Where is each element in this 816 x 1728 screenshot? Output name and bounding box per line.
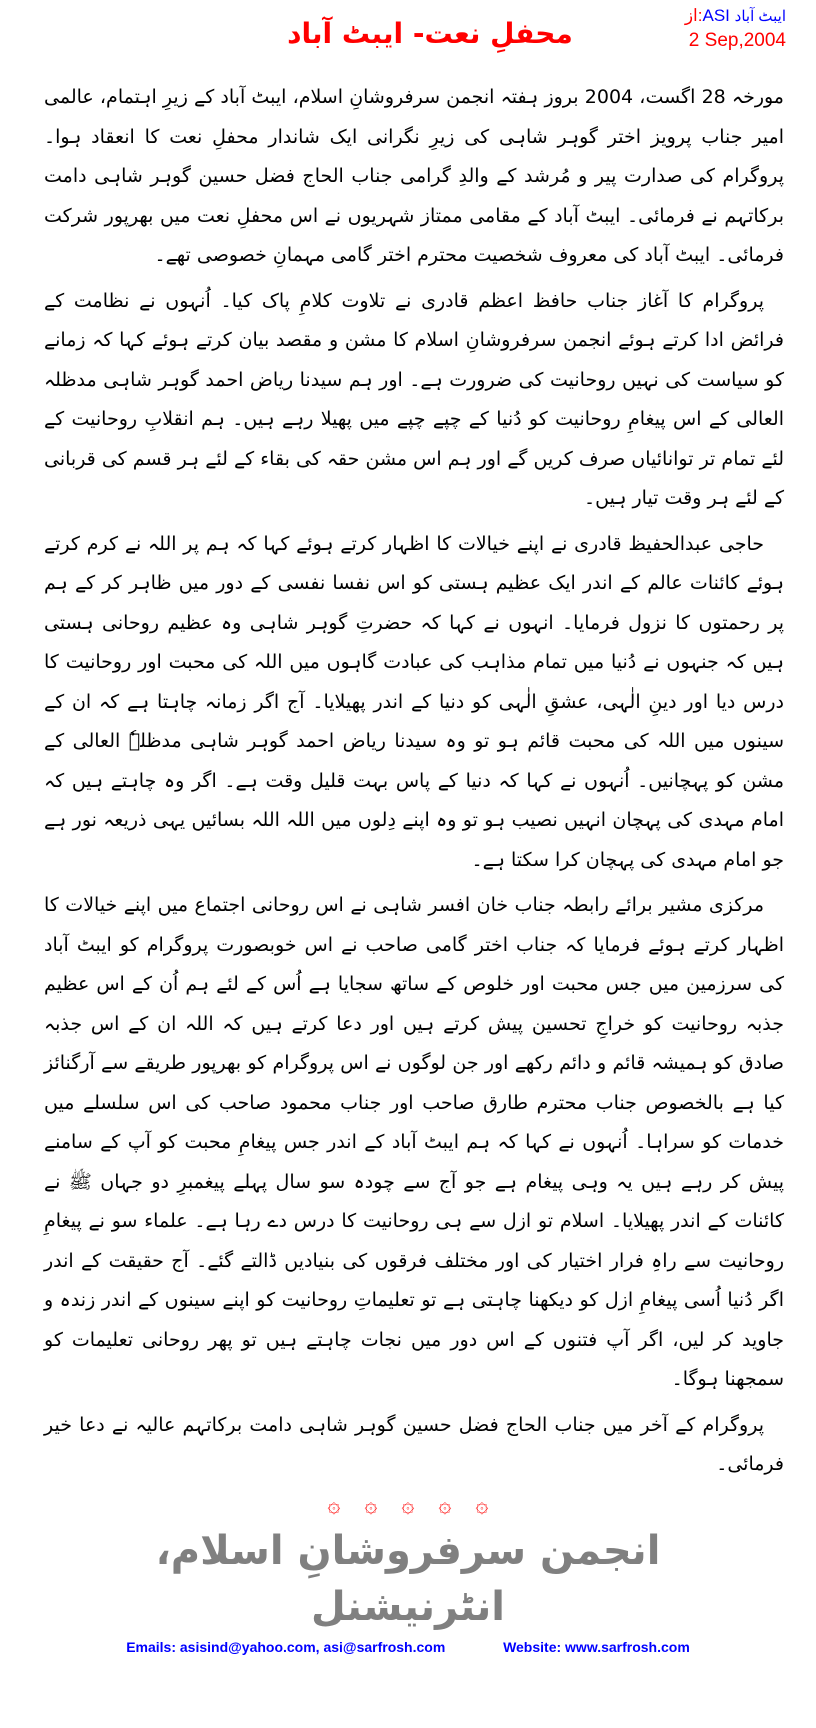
- paragraph-opening: پروگرام کا آغاز جناب حافظ اعظم قادری نے تلاوت کلامِ پاک کیا۔ اُنہوں نے نظامت کے فرائض ادا کرتے ہوئے انجمن سرفروشانِ اسلام کا مشن و مقصد بیان کرتے ہوئے کہا کہ زمانے کو سیاست کی نہیں روحانیت کی ضرورت ہے۔ اور ہم سیدنا ریاض احمد گوہر شاہی مدظلہ العالی کے اس پیغامِ روحانیت کو دُنیا کے چپے چپے میں پھیلا رہے ہیں۔ ہم انقلابِ روحانیت کے لئے تمام تر توانائیاں صرف کریں گے اور ہم اس مشن حقہ کی بقاء کے لئے ہر قسم کی قربانی کے لئے ہر وقت تیار ہیں۔: [44, 289, 784, 509]
- website-label: Website:: [503, 1638, 562, 1655]
- header-meta: [636, 4, 786, 53]
- contact-line: [0, 1637, 816, 1657]
- email-link-yahoo[interactable]: asisind@yahoo.com,: [179, 1638, 320, 1655]
- email-link-sarfrosh[interactable]: asi@sarfrosh.com: [323, 1638, 446, 1655]
- ornament-star-icon: ۞: [327, 1492, 341, 1518]
- page-title: محفلِ نعت- ایبٹ آباد: [287, 17, 573, 50]
- organization-banner: انجمن سرفروشانِ اسلام، انٹرنیشنل: [155, 1527, 661, 1630]
- byline: [636, 4, 786, 29]
- paragraph-haji-hafeez: حاجی عبدالحفیظ قادری نے اپنے خیالات کا اظہار کرتے ہوئے کہا کہ ہم پر اللہ نے کرم کرتے ہوئے کائنات عالم کے اندر ایک عظیم ہستی کو اس نفسا نفسی کے دور میں ظاہر کر کے ہم پر رحمتوں کا نزول فرمایا۔ انہوں نے کہا کہ حضرتِ گوہر شاہی وہ عظیم روحانی ہستی ہیں کہ جنہوں نے دُنیا میں تمام مذاہب کی عبادت گاہوں میں اللہ کی محبت اور روحانیت کا درس دیا اور دینِ الٰہی، عشقِ الٰہی کو دنیا کے اندر پھیلایا۔ آج اگر زمانہ چاہتا ہے کہ ان کے سینوں میں اللہ کی محبت قائم ہو تو وہ سیدنا ریاض احمد گوہر شاہی مدظلہٗ العالی کے مشن کو پہچانیں۔ اُنہوں نے کہا کہ دنیا کے پاس بہت قلیل وقت ہے۔ اگر وہ چاہتے ہیں کہ امام مہدی کی پہچان انہیں نصیب ہو تو وہ اپنے دِلوں میں اللہ اللہ بسائیں یہی ذریعہ نور ہے جو امام مہدی کی پہچان کرا سکتا ہے۔: [44, 532, 784, 871]
- ornament-star-icon: ۞: [401, 1492, 415, 1518]
- byline-org: ASI: [702, 6, 730, 25]
- website-link[interactable]: www.sarfrosh.com: [565, 1638, 690, 1655]
- article-body: [44, 78, 784, 1485]
- ornament-star-icon: ۞: [364, 1492, 378, 1518]
- ornament-star-icon: ۞: [438, 1492, 452, 1518]
- ornament-star-icon: ۞: [475, 1492, 489, 1518]
- emails-label: Emails:: [126, 1638, 176, 1655]
- byline-place: ایبٹ آباد: [734, 8, 786, 25]
- paragraph-khan-afsar: مرکزی مشیر برائے رابطہ جناب خان افسر شاہی نے اس روحانی اجتماع میں اپنے خیالات کا اظہار کرتے ہوئے فرمایا کہ جناب اختر گامی صاحب نے اس خوبصورت پروگرام کو ایبٹ آباد کی سرزمین میں جس محبت اور خلوص کے ساتھ سجایا ہے اُس کے لئے ہم اُن کے اس عظیم جذبہ روحانیت کو خراجِ تحسین پیش کرتے ہیں اور دعا کرتے ہیں کہ اللہ ان کے اس جذبہ صادق کو ہمیشہ قائم و دائم رکھے اور جن لوگوں نے اس پروگرام کو بھرپور طریقے سے آرگنائز کیا ہے بالخصوص جناب محترم طارق صاحب اور جناب محمود صاحب کی اس سلسلے میں خدمات کو سراہا۔ اُنہوں نے کہا کہ ہم ایبٹ آباد کے اندر جس پیغامِ محبت کو آپ کے سامنے پیش کر رہے ہیں یہ وہی پیغام ہے جو آج سے چودہ سو سال پہلے پیغمبرِ دو جہاں ﷺ نے کائنات کے اندر پھیلایا۔ اسلام تو ازل سے ہی روحانیت کا درس دے رہا ہے۔ علماء سو نے پیغامِ روحانیت سے راہِ فرار اختیار کی اور مختلف فرقوں کی بنیادیں ڈالتے گئے۔ آج حقیقت کے اندر اگر دُنیا اُسی پیغامِ ازل کو دیکھنا چاہتی ہے تو تعلیماتِ روحانیت کو اپنے سینوں کے اندر زندہ و جاوید کر لیں، اگر آپ فتنوں کے اس دور میں نجات چاہتے ہیں تو پھر روحانی تعلیمات کو سمجھنا ہوگا۔: [44, 894, 784, 1390]
- paragraph-closing: پروگرام کے آخر میں جناب الحاج فضل حسین گوہر شاہی دامت برکاتہم عالیہ نے دعا خیر فرمائی۔: [44, 1413, 784, 1475]
- ornament-row: [0, 1491, 816, 1521]
- byline-from-label: از:: [684, 6, 703, 25]
- paragraph-intro: مورخہ 28 اگست، 2004 بروز ہفتہ انجمن سرفروشانِ اسلام، ایبٹ آباد کے زیرِ اہتمام، عالمی امیر جناب پرویز اختر گوہر شاہی کی زیرِ نگرانی ایک شاندار محفلِ نعت کا انعقاد ہوا۔ پروگرام کی صدارت پیر و مُرشد کے والدِ گرامی جناب الحاج فضل حسین گوہر شاہی دامت برکاتہم نے فرمائی۔ ایبٹ آباد کے مقامی ممتاز شہریوں نے اس محفلِ نعت میں بھرپور شرکت فرمائی۔ ایبٹ آباد کی معروف شخصیت محترم اختر گامی مہمانِ خصوصی تھے۔: [44, 86, 784, 266]
- page-header: [0, 0, 816, 78]
- publish-date: 2 Sep,2004: [688, 30, 786, 51]
